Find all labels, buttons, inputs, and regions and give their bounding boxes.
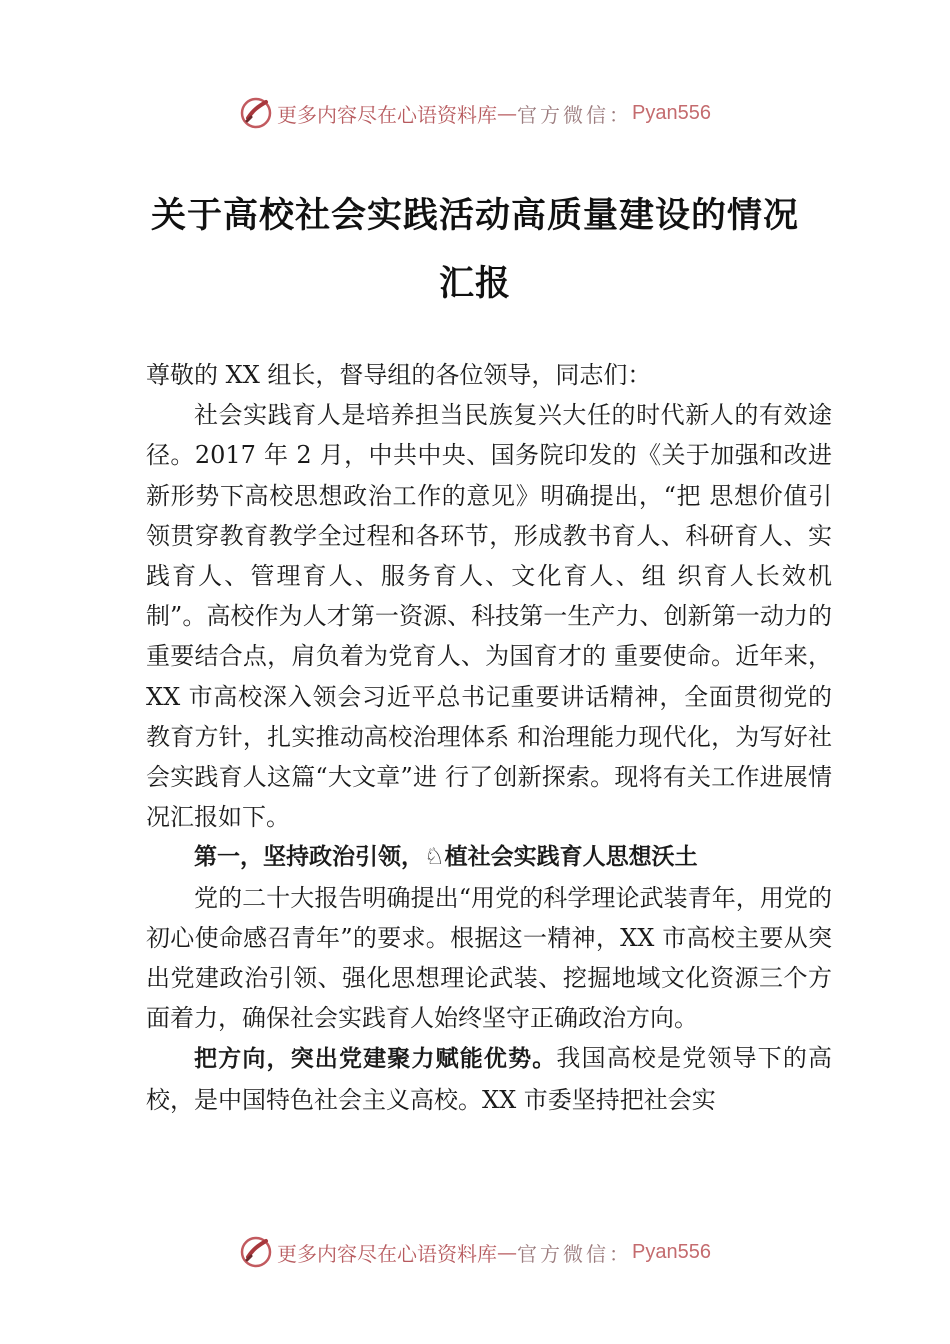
watermark-site-text: 更多内容尽在心语资料库 [277, 102, 498, 127]
watermark-wechat-id: Pyan556 [632, 101, 711, 124]
paragraph-section-1: 党的二十大报告明确提出“用党的科学理论武装青年，用党的初心使命感召青年”的要求。根据这一精神，XX 市高校主要从突出党建政治引领、强化思想理论武装、挖掘地域文化资源三个方面着力，确保社会实践育人始终坚守正确政治方向。 [146, 883, 832, 1033]
watermark-site-text: 更多内容尽在心语资料库 [277, 1241, 498, 1266]
paragraph-lead: 把方向，突出党建聚力赋能优势。 [194, 1046, 557, 1073]
brush-logo-icon [239, 1235, 273, 1269]
document-title-line-2: 汇报 [438, 263, 511, 304]
salutation: 尊敬的 XX 组长，督导组的各位领导，同志们： [146, 361, 652, 389]
watermark-wechat-label: 官方微信： [517, 102, 633, 127]
document-title-line-1: 关于高校社会实践活动高质量建设的情况 [150, 195, 799, 236]
section-heading-1: 第一，坚持政治引领，♘植社会实践育人思想沃土 [194, 844, 698, 871]
paragraph-intro: 社会实践育人是培养担当民族复兴大任的时代新人的有效途径。2017 年 2 月，中共中央、国务院印发的《关于加强和改进新形势下高校思想政治工作的意见》明确提出，“把 思想价值引领贯穿教育教学全过程和各环节，形成教书育人、科研育人、实践育人、管理育人、服务育人、文化育人、组 织育人长效机制”。高校作为人才第一资源、科技第一生产力、创新第一动力的重要结合点，肩负着为党育人、为国育才的 重要使命。近年来，XX 市高校深入领会习近平总书记重要讲话精神，全面贯彻党的教育方针，扎实推动高校治理体系 和治理能力现代化，为写好社会实践育人这篇“大文章”进 行了创新探索。现将有关工作进展情况汇报如下。 [146, 401, 832, 832]
footer-watermark [0, 1232, 950, 1272]
header-watermark [0, 93, 950, 133]
watermark-dash: — [497, 1240, 518, 1264]
watermark-wechat-id: Pyan556 [632, 1240, 711, 1263]
paragraph-direction-text: 我国高校是党领导下的高校，是中国特色社会主义高校。XX 市委坚持把社会实 [146, 1044, 833, 1114]
watermark-dash: — [497, 101, 518, 125]
watermark-wechat-label: 官方微信： [517, 1241, 633, 1266]
brush-logo-icon [239, 96, 273, 130]
paragraph-direction [146, 1038, 832, 1119]
document-body [146, 355, 832, 1120]
